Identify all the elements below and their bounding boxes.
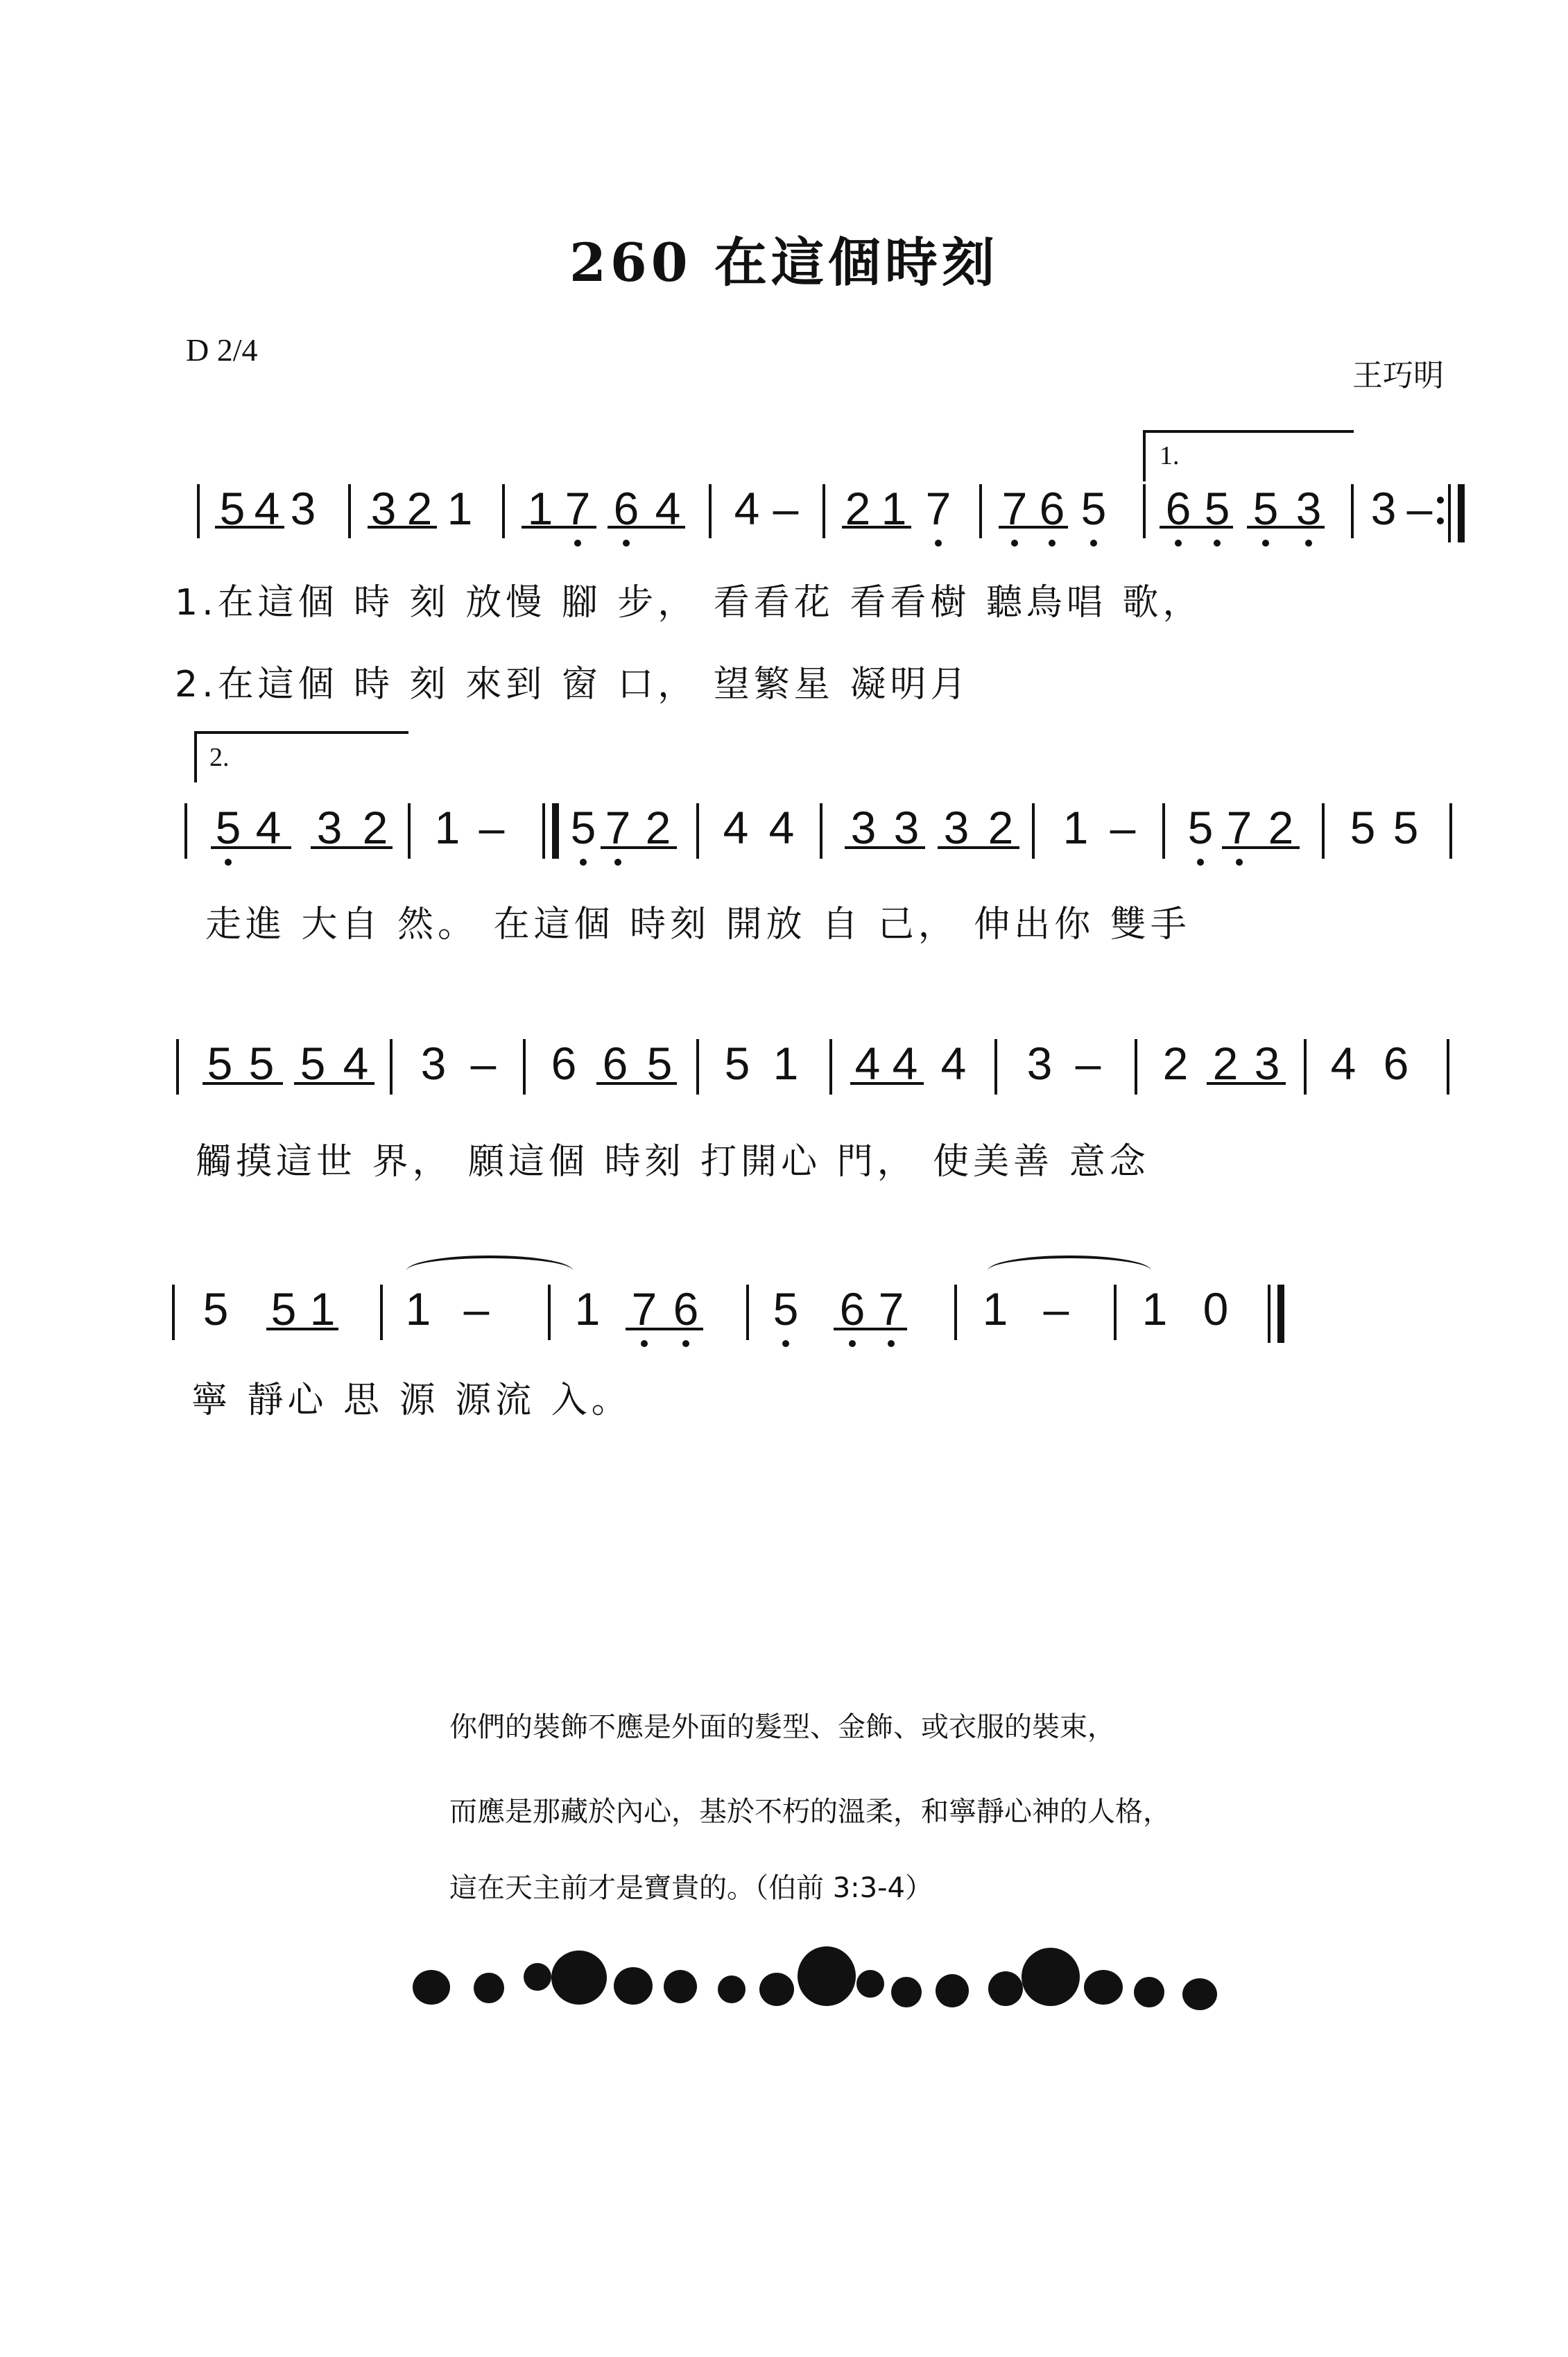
note: 4 <box>768 802 795 853</box>
note: 6 <box>1383 1038 1409 1089</box>
note: 1 <box>405 1283 431 1335</box>
lyrics-line-3: 觸摸這世 界， 願這個 時刻 打開心 門， 使美善 意念 <box>196 1141 1150 1183</box>
lower-octave-dot <box>641 1340 648 1347</box>
note: 6 <box>1039 483 1065 534</box>
barline <box>408 803 411 859</box>
beam <box>522 526 596 529</box>
barline <box>696 1039 699 1095</box>
note: 1 <box>574 1283 601 1335</box>
barline <box>390 1039 393 1095</box>
beam <box>608 526 685 529</box>
note: 5 <box>215 802 241 853</box>
note: – <box>463 1283 490 1335</box>
note: 2 <box>1162 1038 1189 1089</box>
barline <box>1449 803 1452 859</box>
barline <box>1162 803 1165 859</box>
note: 5 <box>646 1038 673 1089</box>
note: 5 <box>773 1283 799 1335</box>
lower-octave-dot <box>1049 540 1056 547</box>
note: 1 <box>527 483 553 534</box>
note: – <box>773 483 799 534</box>
beam <box>211 846 291 849</box>
composer-name: 王巧明 <box>1352 358 1444 393</box>
note: 1 <box>1062 802 1089 853</box>
flower-icon <box>474 1973 504 2003</box>
lyrics-verse-1: 1.在這個 時 刻 放慢 腳 步， 看看花 看看樹 聽鳥唱 歌， <box>175 582 1203 624</box>
flower-icon <box>988 1971 1023 2006</box>
lyrics-verse-2: 2.在這個 時 刻 來到 窗 口， 望繁星 凝明月 <box>175 664 971 705</box>
note: 4 <box>723 802 749 853</box>
note: 6 <box>839 1283 865 1335</box>
note: 2 <box>406 483 433 534</box>
note: 3 <box>370 483 397 534</box>
beam <box>215 526 284 529</box>
note: 4 <box>940 1038 967 1089</box>
flower-icon <box>1182 1978 1217 2010</box>
lower-octave-dot <box>1011 540 1018 547</box>
lower-octave-dot <box>1262 540 1269 547</box>
note: 3 <box>290 483 316 534</box>
note: 0 <box>1203 1283 1229 1335</box>
note: – <box>1043 1283 1069 1335</box>
barline <box>994 1039 997 1095</box>
lower-octave-dot <box>1214 540 1221 547</box>
beam <box>938 846 1019 849</box>
note: 7 <box>605 802 631 853</box>
lower-octave-dot <box>574 540 581 547</box>
note: 5 <box>270 1283 297 1335</box>
note: 3 <box>1370 483 1397 534</box>
lower-octave-dot <box>225 859 232 866</box>
note: 4 <box>254 483 280 534</box>
double-barline <box>542 803 545 859</box>
barline <box>709 484 712 538</box>
note: 6 <box>673 1283 699 1335</box>
beam <box>311 846 393 849</box>
note: 5 <box>1393 802 1419 853</box>
flower-icon <box>664 1970 697 2003</box>
scripture-quote-line-2: 而應是那藏於內心，基於不朽的溫柔，和寧靜心神的人格， <box>449 1796 1171 1828</box>
beam <box>601 846 677 849</box>
note: 3 <box>943 802 970 853</box>
note: 2 <box>988 802 1014 853</box>
beam <box>368 526 437 529</box>
note: 4 <box>734 483 760 534</box>
note: 3 <box>1026 1038 1053 1089</box>
note: 3 <box>316 802 343 853</box>
lower-octave-dot <box>782 1340 789 1347</box>
barline <box>502 484 505 538</box>
flower-icon <box>1084 1970 1123 2005</box>
flower-icon <box>524 1963 551 1991</box>
note: 5 <box>1350 802 1376 853</box>
barline <box>822 484 825 538</box>
barline <box>1351 484 1354 538</box>
note: – <box>1406 483 1433 534</box>
note: 1 <box>1141 1283 1168 1335</box>
flower-icon <box>1134 1977 1164 2007</box>
note: 5 <box>248 1038 275 1089</box>
lyrics-line-2: 走進 大自 然。 在這個 時刻 開放 自 己， 伸出你 雙手 <box>205 904 1191 945</box>
note: 1 <box>773 1038 799 1089</box>
note: 2 <box>845 483 871 534</box>
lower-octave-dot <box>888 1340 895 1347</box>
barline <box>176 1039 179 1095</box>
lower-octave-dot <box>1090 540 1097 547</box>
barline <box>523 1039 526 1095</box>
flower-icon <box>936 1974 969 2007</box>
beam <box>850 1082 924 1085</box>
lower-octave-dot <box>580 859 587 866</box>
note: 3 <box>1295 483 1322 534</box>
beam <box>596 1082 677 1085</box>
barline <box>1143 484 1146 538</box>
barline <box>829 1039 832 1095</box>
volta-first-label: 1. <box>1160 441 1180 470</box>
note: 1 <box>434 802 460 853</box>
note: 6 <box>613 483 639 534</box>
flower-icon <box>759 1973 794 2006</box>
flower-border-ornament <box>413 1942 1238 2019</box>
note: 7 <box>1001 483 1028 534</box>
lower-octave-dot <box>1236 859 1243 866</box>
note: 3 <box>420 1038 447 1089</box>
note: 1 <box>447 483 473 534</box>
note: 2 <box>362 802 388 853</box>
beam <box>842 526 911 529</box>
beam <box>294 1082 374 1085</box>
lower-octave-dot <box>1175 540 1182 547</box>
note: 6 <box>602 1038 628 1089</box>
beam <box>266 1328 338 1330</box>
note: 6 <box>1165 483 1191 534</box>
lower-octave-dot <box>1305 540 1312 547</box>
flower-icon <box>891 1977 922 2007</box>
song-title: 260 在這個時刻 <box>569 232 999 293</box>
note: 4 <box>892 1038 918 1089</box>
barline <box>746 1285 749 1340</box>
flower-icon <box>718 1975 746 2003</box>
beam <box>845 846 925 849</box>
note: 5 <box>1187 802 1214 853</box>
key-time-signature: D 2/4 <box>186 332 258 368</box>
note: 2 <box>645 802 671 853</box>
note: 4 <box>854 1038 881 1089</box>
beam <box>1207 1082 1286 1085</box>
note: 5 <box>570 802 596 853</box>
note: 4 <box>1330 1038 1356 1089</box>
barline <box>1447 1039 1449 1095</box>
barline <box>184 803 187 859</box>
beam <box>1160 526 1233 529</box>
note: 6 <box>551 1038 577 1089</box>
note: 7 <box>631 1283 657 1335</box>
beam <box>999 526 1068 529</box>
note: 2 <box>1268 802 1294 853</box>
repeat-end-barline <box>1448 484 1451 542</box>
note: 7 <box>878 1283 904 1335</box>
note: 5 <box>203 1283 229 1335</box>
lower-octave-dot <box>1197 859 1204 866</box>
volta-second-label: 2. <box>209 743 230 772</box>
barline <box>954 1285 957 1340</box>
beam <box>834 1328 907 1330</box>
tie-arc <box>406 1255 573 1286</box>
barline <box>172 1285 175 1340</box>
note: 3 <box>850 802 877 853</box>
note: 2 <box>1212 1038 1239 1089</box>
note: 5 <box>207 1038 233 1089</box>
barline <box>1135 1039 1137 1095</box>
note: – <box>470 1038 497 1089</box>
flower-icon <box>798 1946 856 2006</box>
note: 7 <box>565 483 591 534</box>
note: 5 <box>1204 483 1230 534</box>
barline <box>979 484 982 538</box>
flower-icon <box>551 1951 607 2005</box>
note: 4 <box>343 1038 369 1089</box>
barline <box>380 1285 383 1340</box>
note: 3 <box>1254 1038 1280 1089</box>
note: 5 <box>724 1038 750 1089</box>
beam <box>626 1328 703 1330</box>
lyrics-line-4: 寧 靜心 思 源 源流 入。 <box>191 1380 632 1421</box>
note: 4 <box>255 802 282 853</box>
note: 1 <box>309 1283 336 1335</box>
note: 1 <box>881 483 907 534</box>
barline <box>348 484 351 538</box>
lower-octave-dot <box>614 859 621 866</box>
flower-icon <box>856 1970 884 1998</box>
note: – <box>1110 802 1136 853</box>
note: 7 <box>1226 802 1252 853</box>
note: 5 <box>1252 483 1279 534</box>
tie-arc <box>988 1255 1151 1286</box>
final-double-barline <box>1268 1285 1270 1343</box>
lower-octave-dot <box>682 1340 689 1347</box>
scripture-quote-line-3: 這在天主前才是寶貴的。（伯前 3:3-4） <box>449 1872 933 1904</box>
note: 7 <box>925 483 951 534</box>
note: – <box>1075 1038 1101 1089</box>
note: 5 <box>300 1038 326 1089</box>
barline <box>548 1285 551 1340</box>
lower-octave-dot <box>849 1340 856 1347</box>
scripture-quote-line-1: 你們的裝飾不應是外面的髮型、金飾、或衣服的裝束， <box>449 1711 1115 1743</box>
flower-icon <box>413 1970 450 2005</box>
barline <box>696 803 699 859</box>
flower-icon <box>614 1967 653 2005</box>
flower-icon <box>1022 1948 1080 2006</box>
note: 5 <box>219 483 245 534</box>
note: 5 <box>1080 483 1107 534</box>
barline <box>1304 1039 1307 1095</box>
barline <box>1114 1285 1117 1340</box>
note: 1 <box>982 1283 1008 1335</box>
barline <box>1322 803 1325 859</box>
note: 4 <box>655 483 681 534</box>
note: – <box>479 802 505 853</box>
beam <box>1247 526 1325 529</box>
lower-octave-dot <box>935 540 942 547</box>
beam <box>1222 846 1300 849</box>
barline <box>820 803 822 859</box>
note: 3 <box>893 802 920 853</box>
barline <box>1032 803 1035 859</box>
barline <box>197 484 200 538</box>
lower-octave-dot <box>623 540 630 547</box>
beam <box>203 1082 283 1085</box>
